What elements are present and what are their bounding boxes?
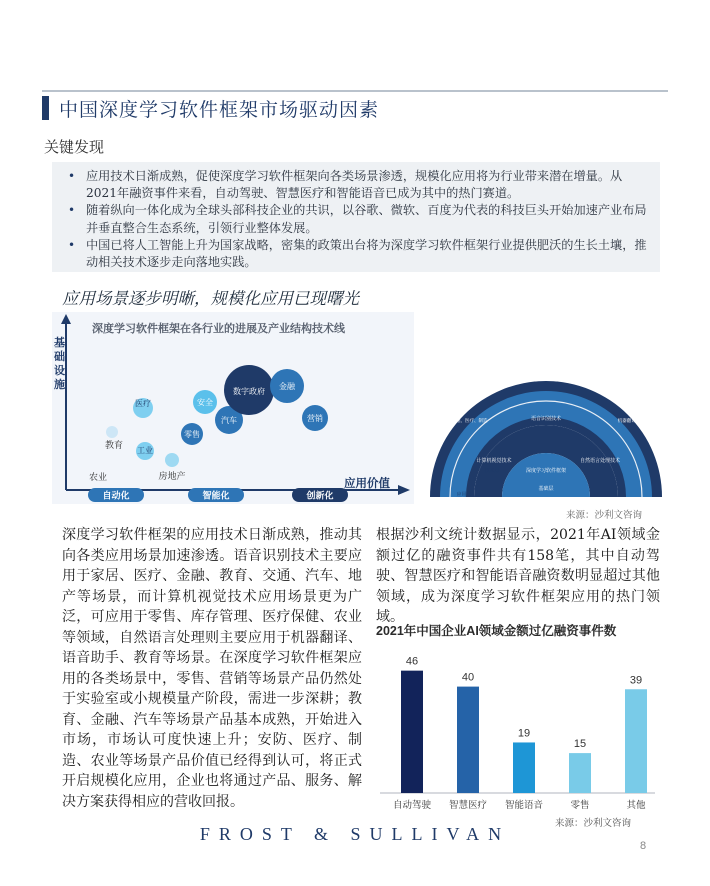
bar-value-label: 39: [629, 674, 643, 687]
bar-value-label: 46: [405, 655, 419, 668]
key-findings-box: [52, 162, 660, 272]
bar: [625, 689, 647, 793]
y-axis-label-char: 基: [54, 337, 65, 349]
page-number: 8: [640, 840, 647, 852]
bubble-label: 工业: [137, 446, 153, 455]
fan-right-inner-label: 自然语言处理技术: [579, 458, 621, 464]
left-column-paragraph: 深度学习软件框架的应用技术日渐成熟，推动其向各类应用场景加速渗透。语音识别技术主要应用于家居、医疗、金融、教育、交通、汽车、地产等场景，而计算机视觉技术应用场景更为广泛，可应用于零售、库存管理、医疗保健、农业等领域，自然语言处理则主要应用于机器翻译、语音助手、教育等场景。在深度学习软件框架应用的各类场景中，零售、营销等场景产品仍然处于实验室或小规模量产阶段，需进一步深耕；教育、金融、汽车等场景产品基本成熟，开始进入市场，市场认可度快速上升；安防、医疗、制造、农业等场景产品价值已经得到认可，将正式开启规模化应用，企业也将通过产品、服务、解决方案获得相应的营收回报。: [62, 527, 362, 810]
bubble-label: 教育: [104, 440, 124, 450]
y-axis-label-char: 设: [54, 365, 65, 377]
category-label: 其他: [626, 800, 646, 811]
bubble-label: 汽车: [221, 416, 237, 425]
section-heading: 应用场景逐步明晰，规模化应用已现曙光: [62, 289, 359, 308]
bar: [569, 753, 591, 793]
y-axis-arrow-icon: [61, 314, 71, 324]
category-label: 智慧医疗: [448, 800, 488, 811]
bubble-label: 房地产: [158, 471, 186, 481]
fan-right-outer-label: 机器翻译、语音助手: [617, 418, 659, 423]
industry-structure-fan: [420, 312, 672, 502]
industry-progress-svg: [52, 312, 414, 504]
x-axis-arrow-icon: [398, 485, 410, 495]
category-label: 自动驾驶: [392, 800, 432, 811]
bubble-real-estate: [165, 453, 179, 467]
category-label: 智能语音: [504, 800, 544, 811]
bubble-label: 安全: [197, 398, 213, 407]
fan-center-label: 深度学习软件框架: [525, 468, 567, 474]
page-title: 中国深度学习软件框架市场驱动因素: [59, 98, 380, 121]
brand-footer: FROST & SULLIVAN: [199, 824, 511, 844]
y-axis-label-char: 施: [54, 379, 65, 391]
bar: [401, 671, 423, 793]
finding-item: • 随着纵向一体化成为全球头部科技企业的共识，以谷歌、微软、百度为代表的科技巨头开始加速产业布局并垂直整合生态系统，引领行业整体发展。: [62, 202, 652, 236]
key-findings-heading: 关键发现: [44, 138, 105, 156]
fan-base-label: 基础层: [538, 486, 554, 492]
fan-tech-layer-label: 技术层: [484, 468, 500, 474]
category-label: 零售: [570, 800, 590, 811]
fan-mid-label: 语音识别技术: [530, 416, 562, 422]
diagram-source: 来源：沙利文咨询: [566, 510, 643, 521]
stage-label: 创新化: [306, 490, 334, 501]
fan-left-inner-label: 计算机视觉技术: [476, 458, 512, 464]
bubble-label: 医疗: [135, 399, 151, 408]
bubble-label: 数字政府: [233, 387, 265, 396]
bubble-label: 营销: [307, 414, 323, 423]
fan-app-layer-label: 应用层: [456, 492, 472, 498]
bubble-label: 零售: [184, 430, 200, 439]
diagram-title: 深度学习软件框架在各行业的进展及产业结构技术线: [92, 323, 345, 335]
fan-top-label: 家居、医疗、金融、教育、交通、汽车、地产: [495, 336, 597, 342]
x-axis-label: 应用价值: [344, 478, 390, 490]
bubble-label: 金融: [279, 382, 295, 391]
bar-value-label: 40: [461, 671, 475, 684]
bubble-education: [106, 426, 118, 438]
chart-title: 2021年中国企业AI领域金额过亿融资事件数: [376, 624, 617, 638]
bar-value-label: 15: [573, 738, 587, 751]
industry-progress-diagram: [52, 312, 414, 504]
finding-item: • 中国已将人工智能上升为国家战略，密集的政策出台将为深度学习软件框架行业提供肥沃的生长土壤，推动相关技术逐步走向落地实践。: [62, 237, 652, 271]
bar-value-label: 19: [517, 727, 531, 740]
stage-label: 智能化: [202, 490, 230, 501]
page-title-block: [42, 94, 379, 122]
right-column-paragraph: 根据沙利文统计数据显示，2021年AI领域金额过亿的融资事件共有158笔，其中自动驾驶、智慧医疗和智能语音融资数明显超过其他领域，成为深度学习软件框架应用的热门领域。: [376, 527, 660, 625]
funding-bar-chart: [380, 640, 660, 815]
fan-left-outer-label: 安防、零售、管理、医疗、制造: [424, 418, 488, 423]
bar: [513, 742, 535, 793]
y-axis-label-char: 础: [54, 351, 65, 363]
bar: [457, 687, 479, 793]
top-rule: [42, 90, 668, 92]
stage-label: 自动化: [102, 490, 130, 501]
finding-item: • 应用技术日渐成熟，促使深度学习软件框架向各类场景渗透，规模化应用将为行业带来潜在增量。从2021年融资事件来看，自动驾驶、智慧医疗和智能语音已成为其中的热门赛道。: [62, 168, 652, 202]
bubble-label: 农业: [88, 472, 108, 482]
title-accent-bar: [42, 96, 49, 120]
chart-source: 来源：沙利文咨询: [555, 818, 632, 829]
